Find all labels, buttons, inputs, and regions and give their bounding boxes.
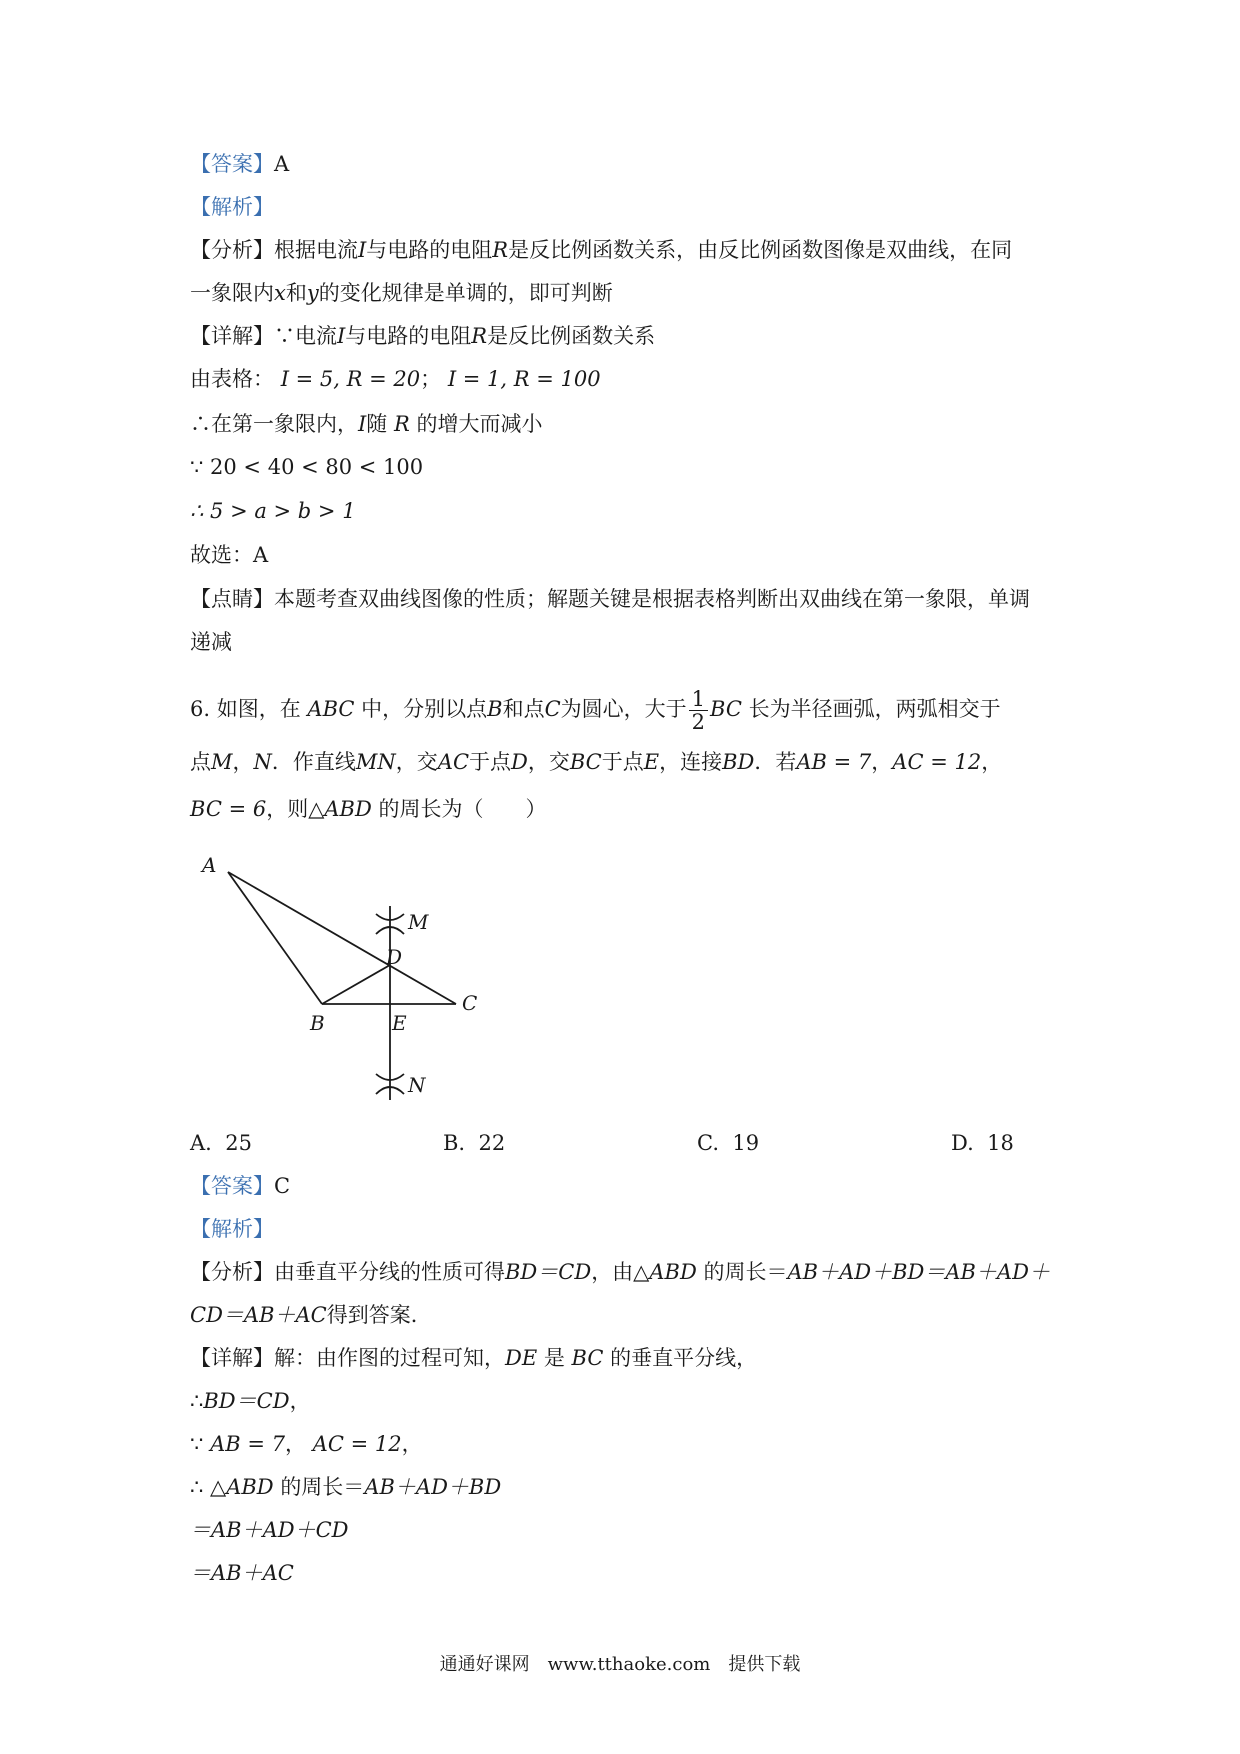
- fenxi-text: 由垂直平分线的性质可得: [274, 1260, 505, 1284]
- q-text: 为圆心，大于: [560, 697, 687, 721]
- q-text: 的周长为（ ）: [378, 797, 547, 821]
- fenxi-math: BD＝CD: [505, 1260, 592, 1284]
- q-math: ABC: [307, 697, 355, 721]
- option-letter: D.: [951, 1131, 974, 1155]
- var-r: R: [492, 238, 509, 262]
- step-text: ，: [284, 1432, 306, 1456]
- fenxi-text: 与电路的电阻: [366, 238, 493, 262]
- step-line-1: [190, 410, 542, 438]
- dianjing-line-2: [190, 628, 232, 656]
- fenxi-tag: 【分析】: [190, 238, 274, 262]
- dianjing-text: 递减: [190, 630, 232, 654]
- analysis-tag: 【解析】: [190, 1217, 274, 1241]
- q-text: 6. 如图，在: [190, 697, 301, 721]
- step-math: ABD: [226, 1475, 274, 1499]
- label-n: N: [408, 1073, 426, 1097]
- q-text: 和点: [502, 697, 545, 721]
- label-c: C: [462, 991, 478, 1015]
- question6-line-3: [190, 795, 546, 823]
- option-d[interactable]: [951, 1129, 1014, 1157]
- q-text: ，连接: [659, 750, 723, 774]
- analysis-tag: 【解析】: [190, 195, 274, 219]
- answer-line: [190, 1172, 290, 1200]
- detail-math: DE: [505, 1346, 538, 1370]
- step-line-2: [190, 453, 423, 481]
- option-value: 18: [987, 1131, 1014, 1155]
- var-i: I: [358, 412, 367, 436]
- step-text: 的增大而减小: [416, 412, 543, 436]
- step-text: ∴: [190, 1389, 204, 1413]
- segment-ac: [228, 872, 456, 1004]
- detail-tag: 【详解】: [190, 324, 274, 348]
- q-math: C: [544, 697, 561, 721]
- step-inequality: ∵ 20 < 40 < 80 < 100: [190, 455, 424, 479]
- detail-text: 的垂直平分线，: [610, 1346, 758, 1370]
- var-i: I: [337, 324, 346, 348]
- question6-line-1: [190, 688, 1001, 733]
- q-math: ABD: [324, 797, 372, 821]
- detail-text: 解：由作图的过程可知，: [274, 1346, 505, 1370]
- fenxi-line-2: [190, 279, 613, 307]
- q-math: M: [211, 750, 233, 774]
- step-line-3: [190, 1473, 501, 1501]
- q-text: ，交: [527, 750, 570, 774]
- step-math: BD＝CD: [203, 1389, 290, 1413]
- step-line-2: [190, 1430, 423, 1458]
- detail-tag: 【详解】: [190, 1346, 274, 1370]
- q-math: AC: [437, 750, 470, 774]
- choose-text: 故选：A: [190, 543, 269, 567]
- half-fraction: [689, 688, 708, 733]
- answer-tag: 【答案】: [190, 1174, 274, 1198]
- option-value: 22: [478, 1131, 506, 1155]
- q-text: 点: [190, 750, 211, 774]
- label-e: E: [392, 1011, 407, 1035]
- q-text: ，: [981, 750, 1003, 774]
- fraction-numerator: 1: [689, 688, 708, 711]
- fenxi-tag: 【分析】: [190, 1260, 274, 1284]
- segment-bd: [322, 965, 390, 1004]
- dianjing-text: 本题考查双曲线图像的性质；解题关键是根据表格判断出双曲线在第一象限，单调: [274, 587, 1030, 611]
- step-line-5: [190, 1559, 294, 1587]
- q-math: MN: [355, 750, 396, 774]
- segment-ab: [228, 872, 322, 1004]
- q-text: 长为半径画弧，两弧相交于: [748, 697, 1001, 721]
- triangle-figure: [190, 850, 510, 1110]
- option-value: 19: [732, 1131, 760, 1155]
- question6-line-2: [190, 748, 1002, 776]
- fenxi-text: 得到答案．: [326, 1303, 432, 1327]
- step-line-3: [190, 497, 356, 525]
- step-math: ＝AB＋AC: [190, 1561, 294, 1585]
- step-line-1: [190, 1387, 311, 1415]
- q-math: AB = 7: [796, 750, 872, 774]
- q-math: B: [487, 697, 503, 721]
- detail-text: 与电路的电阻: [345, 324, 472, 348]
- answer-value: C: [274, 1174, 291, 1198]
- fenxi-math: CD＝AB＋AC: [190, 1303, 327, 1327]
- q-math: BC: [710, 697, 742, 721]
- fenxi-line-2: [190, 1301, 432, 1329]
- answer-value: A: [274, 152, 290, 176]
- fenxi-math: AB＋AD＋BD＝AB＋AD＋: [787, 1260, 1050, 1284]
- analysis-heading: [190, 193, 274, 221]
- option-c[interactable]: [697, 1129, 759, 1157]
- table-sep: ；: [420, 367, 442, 391]
- q-math: AC = 12: [892, 750, 982, 774]
- table-eq-1: I = 5, R = 20: [280, 367, 421, 391]
- q-text: 于点: [469, 750, 512, 774]
- label-a: A: [202, 853, 217, 877]
- fraction-denominator: 2: [691, 710, 706, 734]
- answer-line: [190, 150, 289, 178]
- q-text: ．若: [754, 750, 797, 774]
- fenxi-line-1: [190, 236, 1012, 264]
- option-letter: C.: [697, 1131, 719, 1155]
- q-math: BC = 6: [190, 797, 267, 821]
- option-a[interactable]: [190, 1129, 252, 1157]
- choose-line: [190, 541, 268, 569]
- option-letter: B.: [443, 1131, 466, 1155]
- analysis-heading: [190, 1215, 274, 1243]
- detail-text: 是反比例函数关系: [487, 324, 656, 348]
- detail-text: 是: [543, 1346, 565, 1370]
- q-text: 于点: [601, 750, 644, 774]
- step-inequality: ∴ 5 > a > b > 1: [190, 499, 356, 523]
- step-math: AC = 12: [312, 1432, 402, 1456]
- q-math: BC: [569, 750, 602, 774]
- label-m: M: [408, 910, 429, 934]
- detail-line: [190, 322, 655, 350]
- q-math: D: [511, 750, 528, 774]
- step-text: ，: [401, 1432, 423, 1456]
- q-text: ，: [871, 750, 893, 774]
- fenxi-math: ABD: [649, 1260, 697, 1284]
- step-line-4: [190, 1516, 349, 1544]
- fenxi-text: 的周长＝: [703, 1260, 788, 1284]
- fenxi-text: 和: [285, 281, 307, 305]
- option-b[interactable]: [443, 1129, 505, 1157]
- table-line: [190, 365, 601, 393]
- fenxi-text: ，由△: [591, 1260, 650, 1284]
- q-math: N: [253, 750, 272, 774]
- q-text: ，则△: [266, 797, 325, 821]
- fenxi-text: 的变化规律是单调的，即可判断: [318, 281, 613, 305]
- fenxi-text: 是反比例函数关系，由反比例函数图像是双曲线，在同: [508, 238, 1013, 262]
- dianjing-tag: 【点睛】: [190, 587, 274, 611]
- q-text: ，: [232, 750, 254, 774]
- step-text: ∴在第一象限内，: [190, 412, 358, 436]
- step-text: ∴ △: [190, 1475, 227, 1499]
- fenxi-text: 根据电流: [274, 238, 358, 262]
- page-footer: 通通好课网 www.tthaoke.com 提供下载: [439, 1654, 801, 1675]
- var-i: I: [358, 238, 367, 262]
- step-math: AB＋AD＋BD: [364, 1475, 502, 1499]
- var-x: x: [274, 281, 286, 305]
- step-text: 随: [366, 412, 388, 436]
- detail-text: ∵电流: [274, 324, 337, 348]
- var-r: R: [471, 324, 488, 348]
- option-letter: A.: [190, 1131, 212, 1155]
- q-text: ．作直线: [271, 750, 356, 774]
- table-eq-2: I = 1, R = 100: [447, 367, 601, 391]
- step-math: AB = 7: [210, 1432, 285, 1456]
- step-text: ，: [289, 1389, 311, 1413]
- label-b: B: [310, 1011, 325, 1035]
- dianjing-line-1: [190, 585, 1030, 613]
- q-math: BD: [722, 750, 755, 774]
- q-math: E: [643, 750, 660, 774]
- var-r: R: [393, 412, 410, 436]
- fenxi-text: 一象限内: [190, 281, 274, 305]
- step-text: 的周长＝: [280, 1475, 365, 1499]
- answer-tag: 【答案】: [190, 152, 274, 176]
- var-y: y: [306, 281, 319, 305]
- step-text: ∵: [190, 1432, 204, 1456]
- label-d: D: [386, 945, 403, 969]
- step-math: ＝AB＋AD＋CD: [190, 1518, 349, 1542]
- detail-math: BC: [571, 1346, 604, 1370]
- q-text: 中，分别以点: [361, 697, 488, 721]
- fenxi-line-1: [190, 1258, 1050, 1286]
- q-text: ，交: [395, 750, 438, 774]
- table-label: 由表格：: [190, 367, 274, 391]
- detail-line: [190, 1344, 757, 1372]
- option-value: 25: [225, 1131, 252, 1155]
